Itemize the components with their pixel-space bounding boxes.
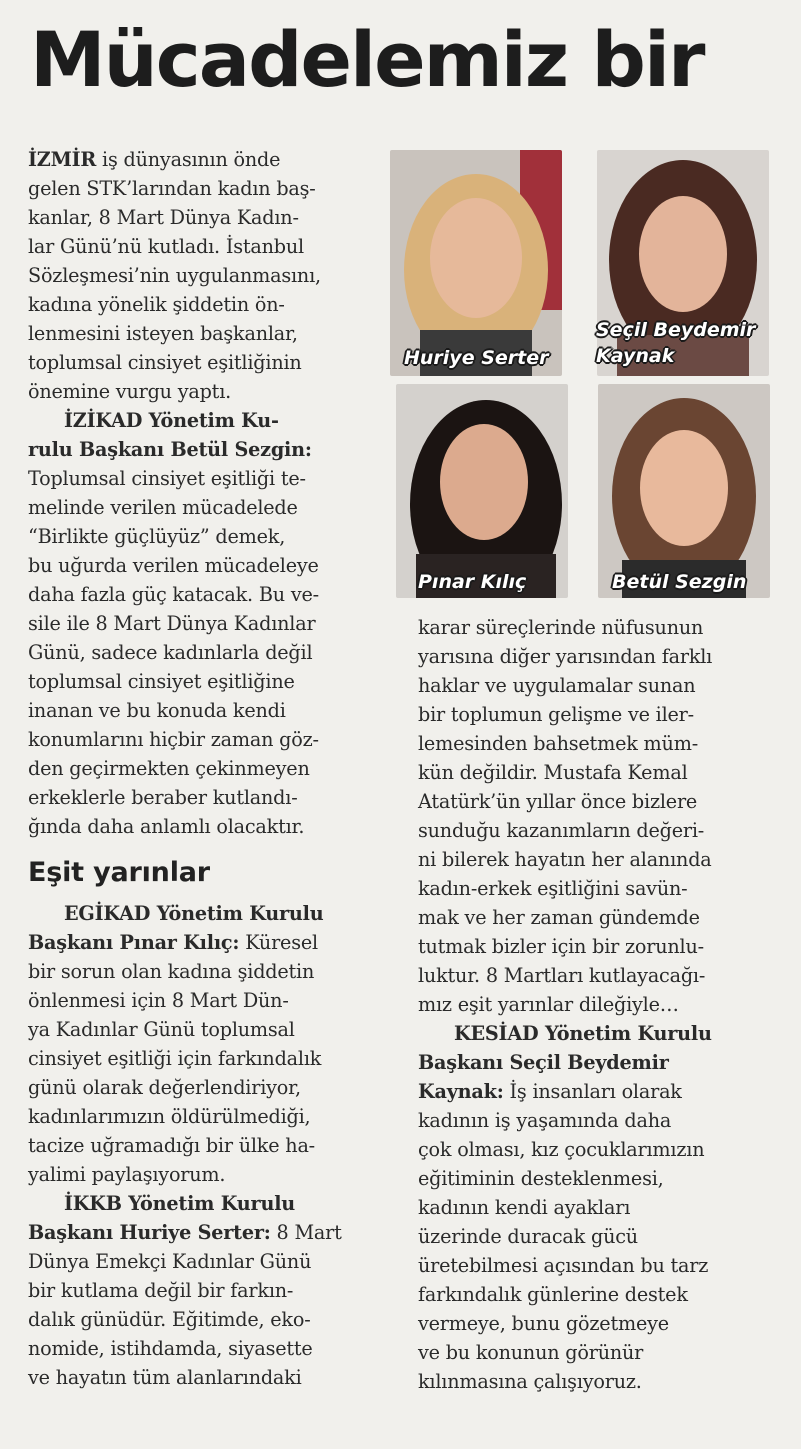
- text-line: eğitiminin desteklenmesi,: [418, 1167, 664, 1190]
- text-line: lar Günü’nü kutladı. İstanbul: [28, 235, 304, 258]
- izikad-paragraph: [28, 406, 398, 841]
- ikkb-paragraph: [28, 1189, 398, 1392]
- intro-city: İZMİR: [28, 148, 97, 171]
- text-line: nomide, istihdamda, siyasette: [28, 1337, 313, 1360]
- headline: Mücadelemiz bir: [30, 15, 704, 104]
- text-line: dalık günüdür. Eğitimde, eko-: [28, 1308, 311, 1331]
- text-line: tacize uğramadığı bir ülke ha-: [28, 1134, 315, 1157]
- text-line: vermeye, bunu gözetmeye: [418, 1312, 669, 1335]
- portrait-image: [598, 384, 770, 598]
- photo-pinar-kilic: [396, 384, 568, 598]
- text-line: üretebilmesi açısından bu tarz: [418, 1254, 709, 1277]
- text-line: daha fazla güç katacak. Bu ve-: [28, 583, 319, 606]
- text-line: erkeklerle beraber kutlandı-: [28, 786, 298, 809]
- text-line: kanlar, 8 Mart Dünya Kadın-: [28, 206, 299, 229]
- speaker-name: EGİKAD Yönetim Kurulu: [64, 902, 324, 925]
- text-line: günü olarak değerlendiriyor,: [28, 1076, 301, 1099]
- text-line: ve hayatın tüm alanlarındaki: [28, 1366, 302, 1389]
- text-line: lenmesini isteyen başkanlar,: [28, 322, 298, 345]
- text-line: sile ile 8 Mart Dünya Kadınlar: [28, 612, 316, 635]
- text-line: önemine vurgu yaptı.: [28, 380, 232, 403]
- text-line: Günü, sadece kadınlarla değil: [28, 641, 313, 664]
- portrait-image: [597, 150, 769, 376]
- text-line: farkındalık günlerine destek: [418, 1283, 688, 1306]
- text-line: tutmak bizler için bir zorunlu-: [418, 935, 704, 958]
- text-line: yalimi paylaşıyorum.: [28, 1163, 226, 1186]
- caption-secil-beydemir: Seçil Beydemir: [596, 319, 756, 341]
- text-line: melinde verilen mücadelede: [28, 496, 298, 519]
- text-line: Sözleşmesi’nin uygulanmasını,: [28, 264, 321, 287]
- text-line: bu uğurda verilen mücadeleye: [28, 554, 319, 577]
- text-line: bir kutlama değil bir farkın-: [28, 1279, 294, 1302]
- text-line: den geçirmekten çekinmeyen: [28, 757, 310, 780]
- portrait-image: [396, 384, 568, 598]
- text-line: Toplumsal cinsiyet eşitliği te-: [28, 467, 306, 490]
- speaker-name: İZİKAD Yönetim Ku-: [64, 409, 279, 432]
- text-line: konumlarını hiçbir zaman göz-: [28, 728, 319, 751]
- speaker-name: Başkanı Seçil Beydemir: [418, 1051, 669, 1074]
- right-column: [418, 613, 788, 1396]
- text-line: kadınlarımızın öldürülmediği,: [28, 1105, 311, 1128]
- text-line: cinsiyet eşitliği için farkındalık: [28, 1047, 322, 1070]
- text-line: luktur. 8 Martları kutlayacağı-: [418, 964, 706, 987]
- text-line: bir sorun olan kadına şiddetin: [28, 960, 315, 983]
- speaker-name: Kaynak:: [418, 1080, 504, 1103]
- text-line: kadına yönelik şiddetin ön-: [28, 293, 285, 316]
- text-line: sunduğu kazanımların değeri-: [418, 819, 705, 842]
- photo-betul-sezgin: [598, 384, 770, 598]
- caption-huriye-serter: Huriye Serter: [404, 347, 549, 369]
- text-line: kadının kendi ayakları: [418, 1196, 631, 1219]
- speaker-name: KESİAD Yönetim Kurulu: [454, 1022, 712, 1045]
- text-line: Atatürk’ün yıllar önce bizlere: [418, 790, 698, 813]
- photo-huriye-serter: [390, 150, 562, 376]
- text-line: kılınmasına çalışıyoruz.: [418, 1370, 642, 1393]
- text-line: lemesinden bahsetmek müm-: [418, 732, 698, 755]
- text-line: 8 Mart: [270, 1221, 342, 1244]
- text-line: “Birlikte güçlüyüz” demek,: [28, 525, 286, 548]
- kesiad-paragraph: [418, 1019, 788, 1396]
- speaker-name: Başkanı Huriye Serter:: [28, 1221, 271, 1244]
- right-paragraph: [418, 613, 788, 1019]
- text-line: iş dünyasının önde: [96, 148, 281, 171]
- text-line: toplumsal cinsiyet eşitliğinin: [28, 351, 302, 374]
- caption-kaynak: Kaynak: [596, 345, 675, 367]
- portrait-image: [390, 150, 562, 376]
- text-line: önlenmesi için 8 Mart Dün-: [28, 989, 289, 1012]
- text-line: ğında daha anlamlı olacaktır.: [28, 815, 305, 838]
- text-line: gelen STK’larından kadın baş-: [28, 177, 316, 200]
- caption-betul-sezgin: Betül Sezgin: [612, 571, 747, 593]
- text-line: haklar ve uygulamalar sunan: [418, 674, 696, 697]
- text-line: kadının iş yaşamında daha: [418, 1109, 672, 1132]
- subheading: Eşit yarınlar: [28, 857, 210, 888]
- text-line: ni bilerek hayatın her alanında: [418, 848, 712, 871]
- egikad-paragraph: [28, 899, 398, 1189]
- text-line: yarısına diğer yarısından farklı: [418, 645, 713, 668]
- caption-pinar-kilic: Pınar Kılıç: [418, 571, 527, 593]
- text-line: ve bu konunun görünür: [418, 1341, 644, 1364]
- speaker-name: rulu Başkanı Betül Sezgin:: [28, 438, 312, 461]
- text-line: üzerinde duracak gücü: [418, 1225, 638, 1248]
- text-line: mak ve her zaman gündemde: [418, 906, 700, 929]
- photo-secil-beydemir-kaynak: [597, 150, 769, 376]
- text-line: kün değildir. Mustafa Kemal: [418, 761, 688, 784]
- speaker-name: İKKB Yönetim Kurulu: [64, 1192, 296, 1215]
- left-column: [28, 145, 398, 1392]
- speaker-name: Başkanı Pınar Kılıç:: [28, 931, 240, 954]
- text-line: Dünya Emekçi Kadınlar Günü: [28, 1250, 312, 1273]
- text-line: kadın-erkek eşitliğini savün-: [418, 877, 688, 900]
- text-line: karar süreçlerinde nüfusunun: [418, 616, 704, 639]
- text-line: Küresel: [239, 931, 318, 954]
- text-line: çok olması, kız çocuklarımızın: [418, 1138, 705, 1161]
- text-line: inanan ve bu konuda kendi: [28, 699, 286, 722]
- text-line: İş insanları olarak: [503, 1080, 682, 1103]
- text-line: ya Kadınlar Günü toplumsal: [28, 1018, 295, 1041]
- text-line: mız eşit yarınlar dileğiyle…: [418, 993, 679, 1016]
- text-line: bir toplumun gelişme ve iler-: [418, 703, 694, 726]
- intro-paragraph: [28, 145, 398, 406]
- text-line: toplumsal cinsiyet eşitliğine: [28, 670, 295, 693]
